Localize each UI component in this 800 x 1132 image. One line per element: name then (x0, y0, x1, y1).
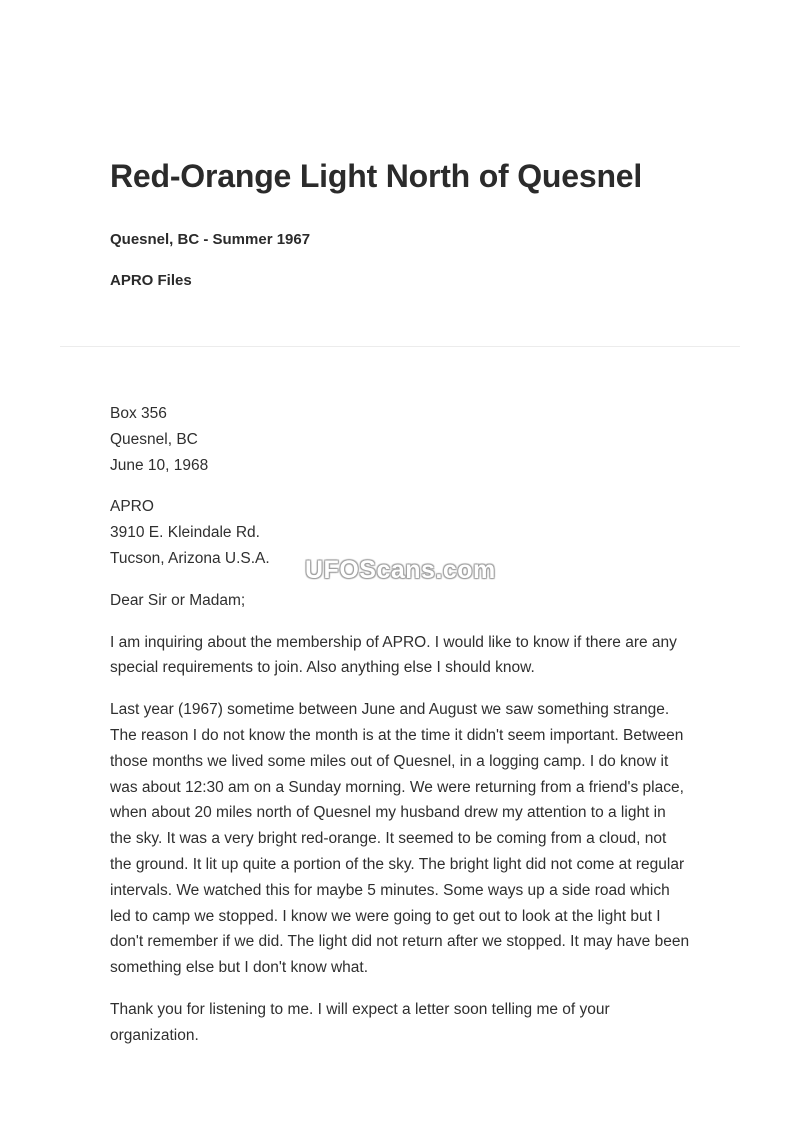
paragraph-sighting: Last year (1967) sometime between June and August we saw something strange. The reason I do not know the month is at the time it didn't seem important. Between those months we lived some miles out of Quesnel, in a logging camp. I do know it was about 12:30 am on a Sunday morning. We were returning from a friend's place, when about 20 miles north of Quesnel my husband drew my attention to a light in the sky. It was a very bright red-orange. It seemed to be coming from a cloud, not the ground. It lit up quite a portion of the sky. The bright light did not come at regular intervals. We watched this for maybe 5 minutes. Some ways up a side road which led to camp we stopped. I know we were going to get out to look at the light but I don't remember if we did. The light did not return after we stopped. It may have been something else but I don't know what. (110, 701, 690, 977)
page-title: Red-Orange Light North of Quesnel (110, 158, 643, 194)
sender-address (110, 401, 690, 478)
sender-address-line: Quesnel, BC (110, 430, 198, 448)
source-label: APRO Files (110, 272, 192, 289)
sender-address-line: Box 356 (110, 405, 167, 422)
letter-body (110, 401, 690, 1065)
recipient-address-line: 3910 E. Kleindale Rd. (110, 524, 260, 542)
location-date-subtitle: Quesnel, BC - Summer 1967 (110, 231, 311, 248)
salutation: Dear Sir or Madam; (110, 591, 246, 609)
section-divider (60, 346, 740, 347)
recipient-address-line: Tucson, Arizona U.S.A. (110, 549, 270, 567)
recipient-address-line: APRO (110, 498, 154, 516)
watermark: UFOScans.com (305, 556, 496, 584)
letter-date: June 10, 1968 (110, 456, 209, 474)
paragraph-closing: Thank you for listening to me. I will expect a letter soon telling me of your organization. (110, 1000, 610, 1044)
paragraph-inquiry: I am inquiring about the membership of APRO. I would like to know if there are any special requirements to join. Also anything else I should know. (110, 633, 677, 677)
